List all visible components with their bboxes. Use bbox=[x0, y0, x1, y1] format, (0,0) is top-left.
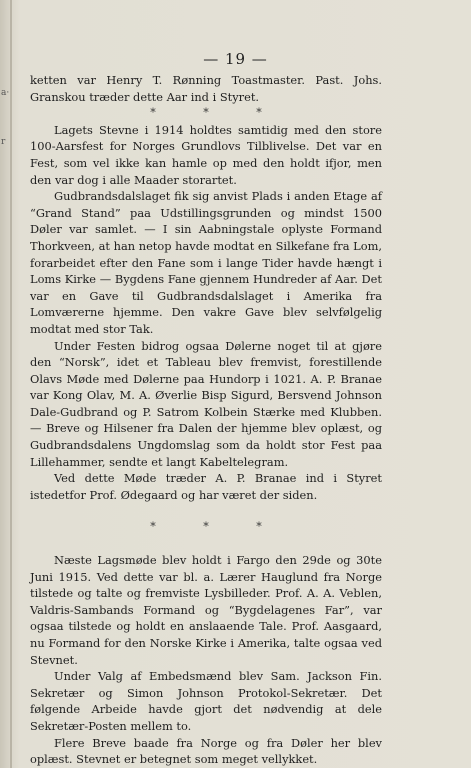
margin-mark: r bbox=[1, 137, 6, 147]
paragraph: Lagets Stevne i 1914 holdtes samtidig med den store 100-Aarsfest for Norges Grundlovs Tilblivelse. Det var en Fest, som vel ikke kan hamle op med den holdt ifjor, men den var dog i alle Maader storartet. bbox=[30, 122, 382, 187]
paragraph-continued: ketten var Henry T. Rønning Toastmaster. Past. Johs. Granskou træder dette Aar ind i Styret. bbox=[30, 73, 382, 104]
section-separator: * * * bbox=[150, 520, 284, 534]
paragraph: Ved dette Møde træder A. P. Branae ind i Styret istedetfor Prof. Ødegaard og har været der siden. bbox=[30, 471, 382, 502]
paragraph: Næste Lagsmøde blev holdt i Fargo den 29de og 30te Juni 1915. Ved dette var bl. a. Lærer Hauglund fra Norge tilstede og talte og fremviste Lysbilleder. Prof. A. A. Veblen, Valdris-Sambands Formand og “Bygdelagenes Far”, var ogsaa tilstede og holdt en anslaaende Tale. Prof. Aasgaard, nu Formand for den Norske Kirke i Amerika, talte ogsaa ved Stevnet. bbox=[30, 553, 382, 667]
page-gutter-edge bbox=[10, 0, 12, 768]
paragraph: Under Valg af Embedsmænd blev Sam. Jackson Fin. Sekretær og Simon Johnson Protokol-Sekretær. Det følgende Arbeide havde gjort det nødvendig at dele Sekretær-Posten mellem to. bbox=[30, 669, 382, 733]
margin-mark: a· bbox=[1, 88, 10, 98]
page-number: — 19 — bbox=[203, 50, 268, 68]
body-text bbox=[30, 72, 382, 768]
paragraph: Under Festen bidrog ogsaa Dølerne noget til at gjøre den “Norsk”, idet et Tableau blev fremvist, forestillende Olavs Møde med Dølerne paa Hundorp i 1021. A. P. Branae var Kong Olav, M. A. Øverlie Bisp Sigurd, Bersvend Johnson Dale-Gudbrand og P. Satrom Kolbein Stærke med Klubben. — Breve og Hilsener fra Dalen der hjemme blev oplæst, og Gudbrandsdalens Ungdomslag som da holdt stor Fest paa Lillehammer, sendte et langt Kabeltelegram. bbox=[30, 338, 382, 469]
paragraph: Flere Breve baade fra Norge og fra Døler her blev oplæst. Stevnet er betegnet som meget vellykket. bbox=[30, 735, 382, 767]
section-separator: * * * bbox=[150, 106, 284, 120]
paragraph: Gudbrandsdalslaget fik sig anvist Plads i anden Etage af “Grand Stand” paa Udstillingsgrunden og mindst 1500 Døler var samlet. — I sin Aabningstale oplyste Formand Thorkveen, at han netop havde modtat en Silkefane fra Lom, forarbeidet efter den Fane som i lange Tider havde hængt i Loms Kirke — Bygdens Fane gjennem Hundreder af Aar. Det var en Gave til Gudbrandsdalslaget i Amerika fra Lomværerne hjemme. Den vakre Gave blev selvfølgelig modtat med stor Tak. bbox=[30, 189, 382, 336]
